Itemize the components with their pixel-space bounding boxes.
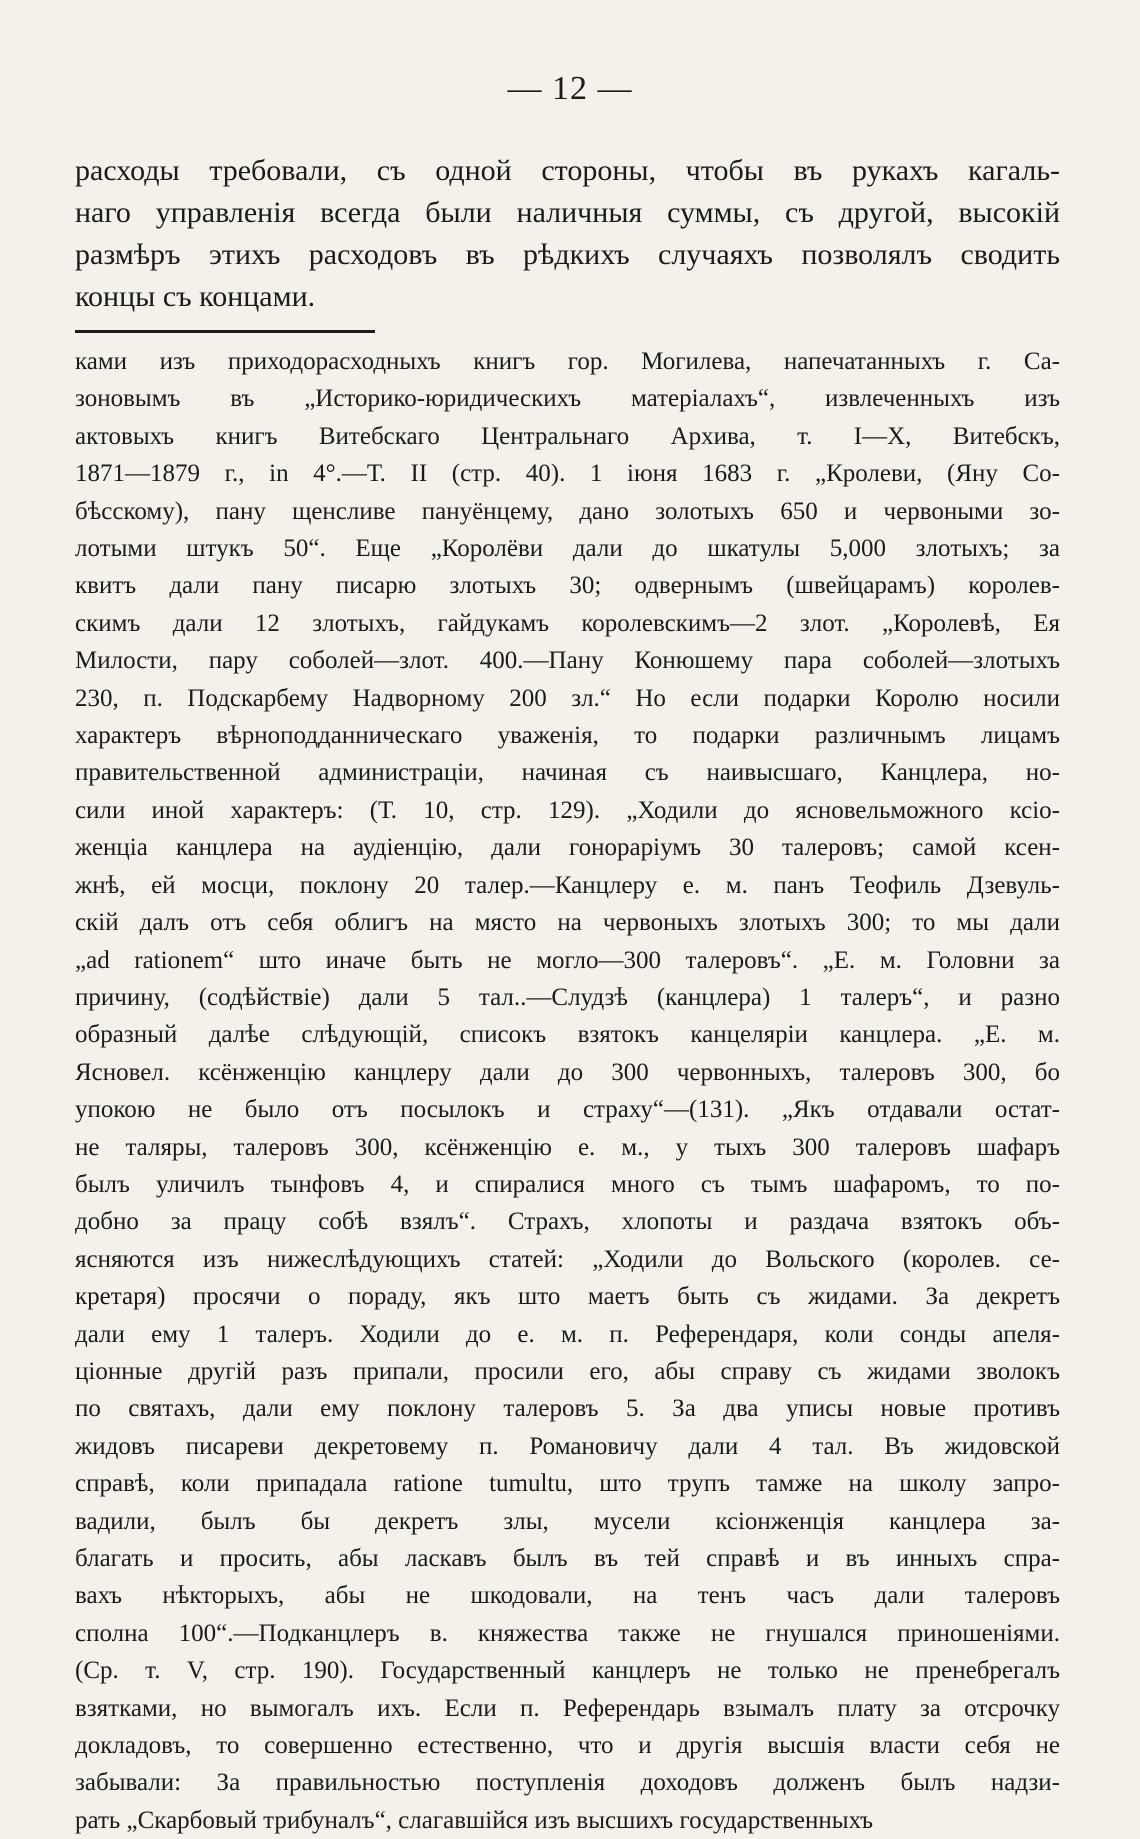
footnote-line: скимъ дали 12 злотыхъ, гайдукамъ королевскимъ—2 злот. „Королевѣ, Ея (75, 609, 1060, 637)
footnote-line: скій далъ отъ себя облигъ на място на червоныхъ злотыхъ 300; то мы дали (75, 909, 1060, 937)
footnote-line: правительственной администраціи, начиная съ наивысшаго, Канцлера, но- (75, 759, 1060, 787)
footnote-line: былъ уличилъ тынфовъ 4, и спиралися много съ тымъ шафаромъ, то по- (75, 1170, 1060, 1198)
footnote-line: жнѣ, ей мосци, поклону 20 талер.—Канцлеру е. м. панъ Теофиль Дзевуль- (75, 871, 1060, 899)
footnote-line: сполна 100“.—Подканцлеръ в. княжества также не гнушался приношеніями. (75, 1619, 1060, 1647)
footnote-line: упокою не было отъ посылокъ и страху“—(131). „Якъ отдавали остат- (75, 1096, 1060, 1124)
footnote-line: не таляры, талеровъ 300, ксёнженцію е. м., у тыхъ 300 талеровъ шафаръ (75, 1133, 1060, 1161)
footnote-line: ками изъ приходорасходныхъ книгъ гор. Могилева, напечатанныхъ г. Са- (75, 348, 1060, 375)
footnote-line: забывали: За правильностью поступленія доходовъ долженъ былъ надзи- (75, 1769, 1060, 1797)
footnote-line: лотыми штукъ 50“. Еще „Королёви дали до шкатулы 5,000 злотыхъ; за (75, 535, 1060, 563)
footnote-line: вахъ нѣкторыхъ, абы не шкодовали, на тенъ часъ дали талеровъ (75, 1582, 1060, 1610)
page-number: — 12 — (507, 70, 633, 107)
footnote-separator (75, 330, 375, 333)
footnote-line: „ad rationem“ што иначе быть не могло—300 талеровъ“. „Е. м. Головни за (75, 946, 1060, 974)
main-text-line: расходы требовали, съ одной стороны, чтобы въ рукахъ кагаль- (75, 154, 1060, 187)
footnote-line: ціонные другій разъ припали, просили его, абы справу съ жидами зволокъ (75, 1357, 1060, 1385)
footnote-line: женціа канцлера на аудіенцію, дали гонораріумъ 30 талеровъ; самой ксен- (75, 834, 1060, 862)
main-text-line: концы съ концами. (75, 280, 316, 313)
footnote-line: характеръ вѣрноподданническаго уваженія, то подарки различнымъ лицамъ (75, 722, 1060, 750)
footnote-line: образный далѣе слѣдующій, списокъ взятокъ канцеляріи канцлера. „Е. м. (75, 1021, 1060, 1049)
main-paragraph (75, 150, 1060, 318)
footnote-line: дали ему 1 талеръ. Ходили до е. м. п. Референдаря, коли сонды апеля- (75, 1320, 1060, 1348)
main-text-line: размѣръ этихъ расходовъ въ рѣдкихъ случаяхъ позволялъ сводить (75, 238, 1060, 271)
footnote-line: ясняются изъ нижеслѣдующихъ статей: „Ходили до Вольского (королев. се- (75, 1245, 1060, 1273)
footnote-line: 1871—1879 г., in 4°.—Т. II (стр. 40). 1 іюня 1683 г. „Кролеви, (Яну Со- (75, 460, 1060, 488)
footnote-line: кретаря) просячи о пораду, якъ што маетъ быть съ жидами. За декретъ (75, 1283, 1060, 1311)
footnote-line: справѣ, коли припадала ratione tumultu, што трупъ тамже на школу запро- (75, 1470, 1060, 1498)
footnote-line: добно за працу собѣ взялъ“. Страхъ, хлопоты и раздача взятокъ объ- (75, 1208, 1060, 1236)
footnote-line: зоновымъ въ „Историко-юридическихъ матеріалахъ“, извлеченныхъ изъ (75, 385, 1060, 413)
footnote-line: рать „Скарбовый трибуналъ“, слагавшійся изъ высшихъ государственныхъ (75, 1806, 874, 1834)
footnote-line: сили иной характеръ: (Т. 10, стр. 129). „Ходили до ясновельможного ксіо- (75, 796, 1060, 824)
footnote-line: по святахъ, дали ему поклону талеровъ 5. За два уписы новые противъ (75, 1395, 1060, 1423)
footnote-line: вадили, былъ бы декретъ злы, мусели ксіонженція канцлера за- (75, 1507, 1060, 1535)
footnote-line: докладовъ, то совершенно естественно, что и другія высшія власти себя не (75, 1732, 1060, 1760)
footnote-line: взятками, но вымогалъ ихъ. Если п. Референдарь взымалъ плату за отсрочку (75, 1694, 1060, 1722)
footnote (75, 343, 1060, 1839)
footnote-line: причину, (содѣйствіе) дали 5 тал..—Слудзѣ (канцлера) 1 талеръ“, и разно (75, 983, 1060, 1011)
footnote-line: актовыхъ книгъ Витебскаго Центральнаго Архива, т. I—X, Витебскъ, (75, 422, 1060, 450)
footnote-line: 230, п. Подскарбему Надворному 200 зл.“ Но если подарки Королю носили (75, 684, 1060, 712)
footnote-line: жидовъ писареви декретовему п. Романовичу дали 4 тал. Въ жидовской (75, 1432, 1060, 1460)
footnote-line: Ясновел. ксёнженцію канцлеру дали до 300 червонныхъ, талеровъ 300, бо (75, 1058, 1060, 1086)
main-text-line: наго управленія всегда были наличныя суммы, съ другой, высокій (75, 196, 1060, 229)
footnote-line: бѣсскому), пану щенсливе пануёнцему, дано золотыхъ 650 и червоными зо- (75, 497, 1060, 525)
footnote-line: Милости, пару соболей—злот. 400.—Пану Конюшему пара соболей—злотыхъ (75, 647, 1060, 675)
footnote-line: квитъ дали пану писарю злотыхъ 30; одвернымъ (швейцарамъ) королев- (75, 572, 1060, 600)
footnote-line: благать и просить, абы ласкавъ былъ въ тей справѣ и въ инныхъ спра- (75, 1545, 1060, 1572)
footnote-line: (Ср. т. V, стр. 190). Государственный канцлеръ не только не пренебрегалъ (75, 1657, 1060, 1685)
